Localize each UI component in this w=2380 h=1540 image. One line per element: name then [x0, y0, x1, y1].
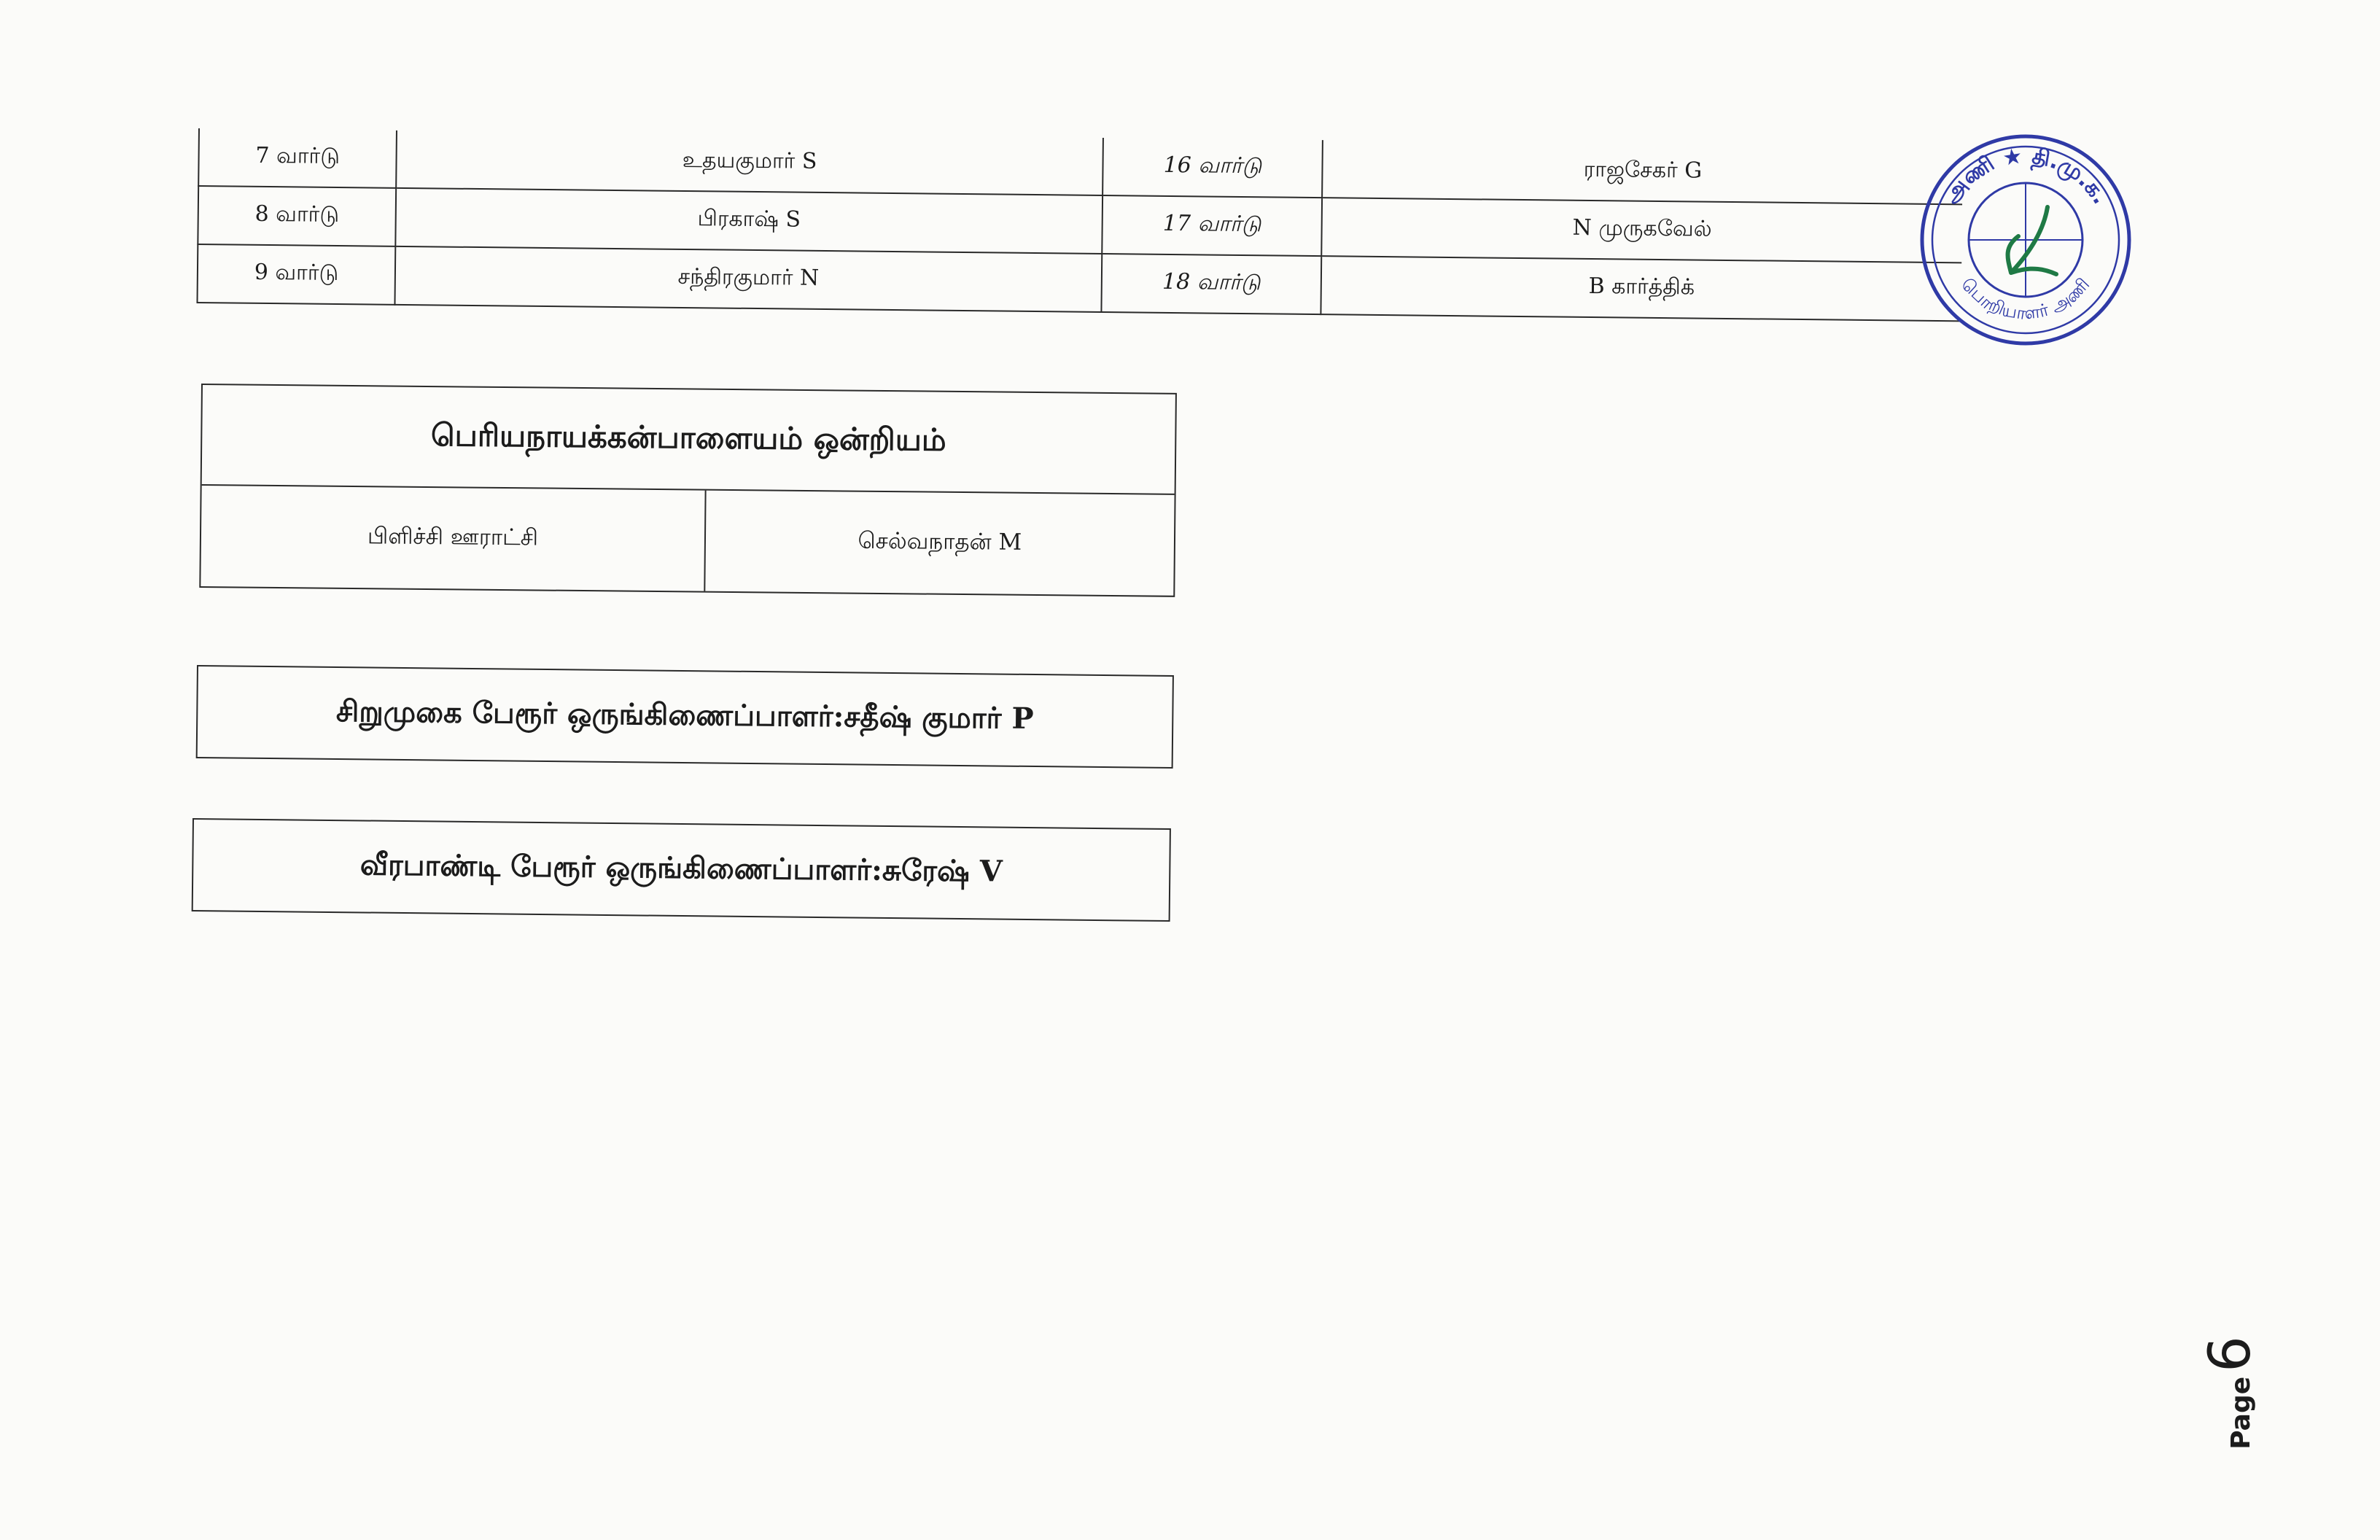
member-name: சந்திரகுமார் N	[395, 246, 1102, 312]
union-row	[201, 486, 1174, 596]
ward-number: 9 வார்டு	[197, 244, 395, 305]
member-name: பிரகாஷ் S	[396, 188, 1102, 254]
coordinator-box: சிறுமுகை பேரூர் ஒருங்கிணைப்பாளர்:சதீஷ் குமார் P	[196, 665, 1174, 769]
member-name: B கார்த்திக்	[1321, 256, 1961, 321]
ward-number: 8 வார்டு	[198, 186, 396, 246]
seal-top-text: அணி ★ தி.மு.க.	[1938, 143, 2114, 209]
member-name: ராஜசேகர் G	[1322, 140, 1963, 204]
seal-bottom-text: பொறியாளர் அணி	[1957, 273, 2094, 324]
page-number	[2198, 1336, 2329, 1450]
union-title: பெரியநாயக்கன்பாளையம் ஒன்றியம்	[202, 385, 1175, 495]
ward-number: 18 வார்டு	[1101, 254, 1321, 314]
panchayat-label: பிளிச்சி ஊராட்சி	[201, 486, 706, 591]
union-box	[199, 384, 1177, 597]
ward-number: 17 வார்டு	[1102, 195, 1322, 256]
page-number-value: 6	[2198, 1336, 2263, 1372]
page-label: Page	[2226, 1376, 2256, 1450]
coordinator-box: வீரபாண்டி பேரூர் ஒருங்கிணைப்பாளர்:சுரேஷ் V	[192, 818, 1171, 922]
member-name: உதயகுமார் S	[396, 131, 1102, 195]
member-name: செல்வநாதன் M	[858, 527, 1022, 556]
member-name: N முருகவேல்	[1321, 198, 1962, 262]
party-seal-stamp	[1902, 120, 2135, 360]
ward-number: 16 வார்டு	[1102, 138, 1323, 198]
ward-table	[196, 128, 1962, 322]
ward-number: 7 வார்டு	[198, 128, 397, 188]
seal-icon	[1902, 120, 2135, 360]
